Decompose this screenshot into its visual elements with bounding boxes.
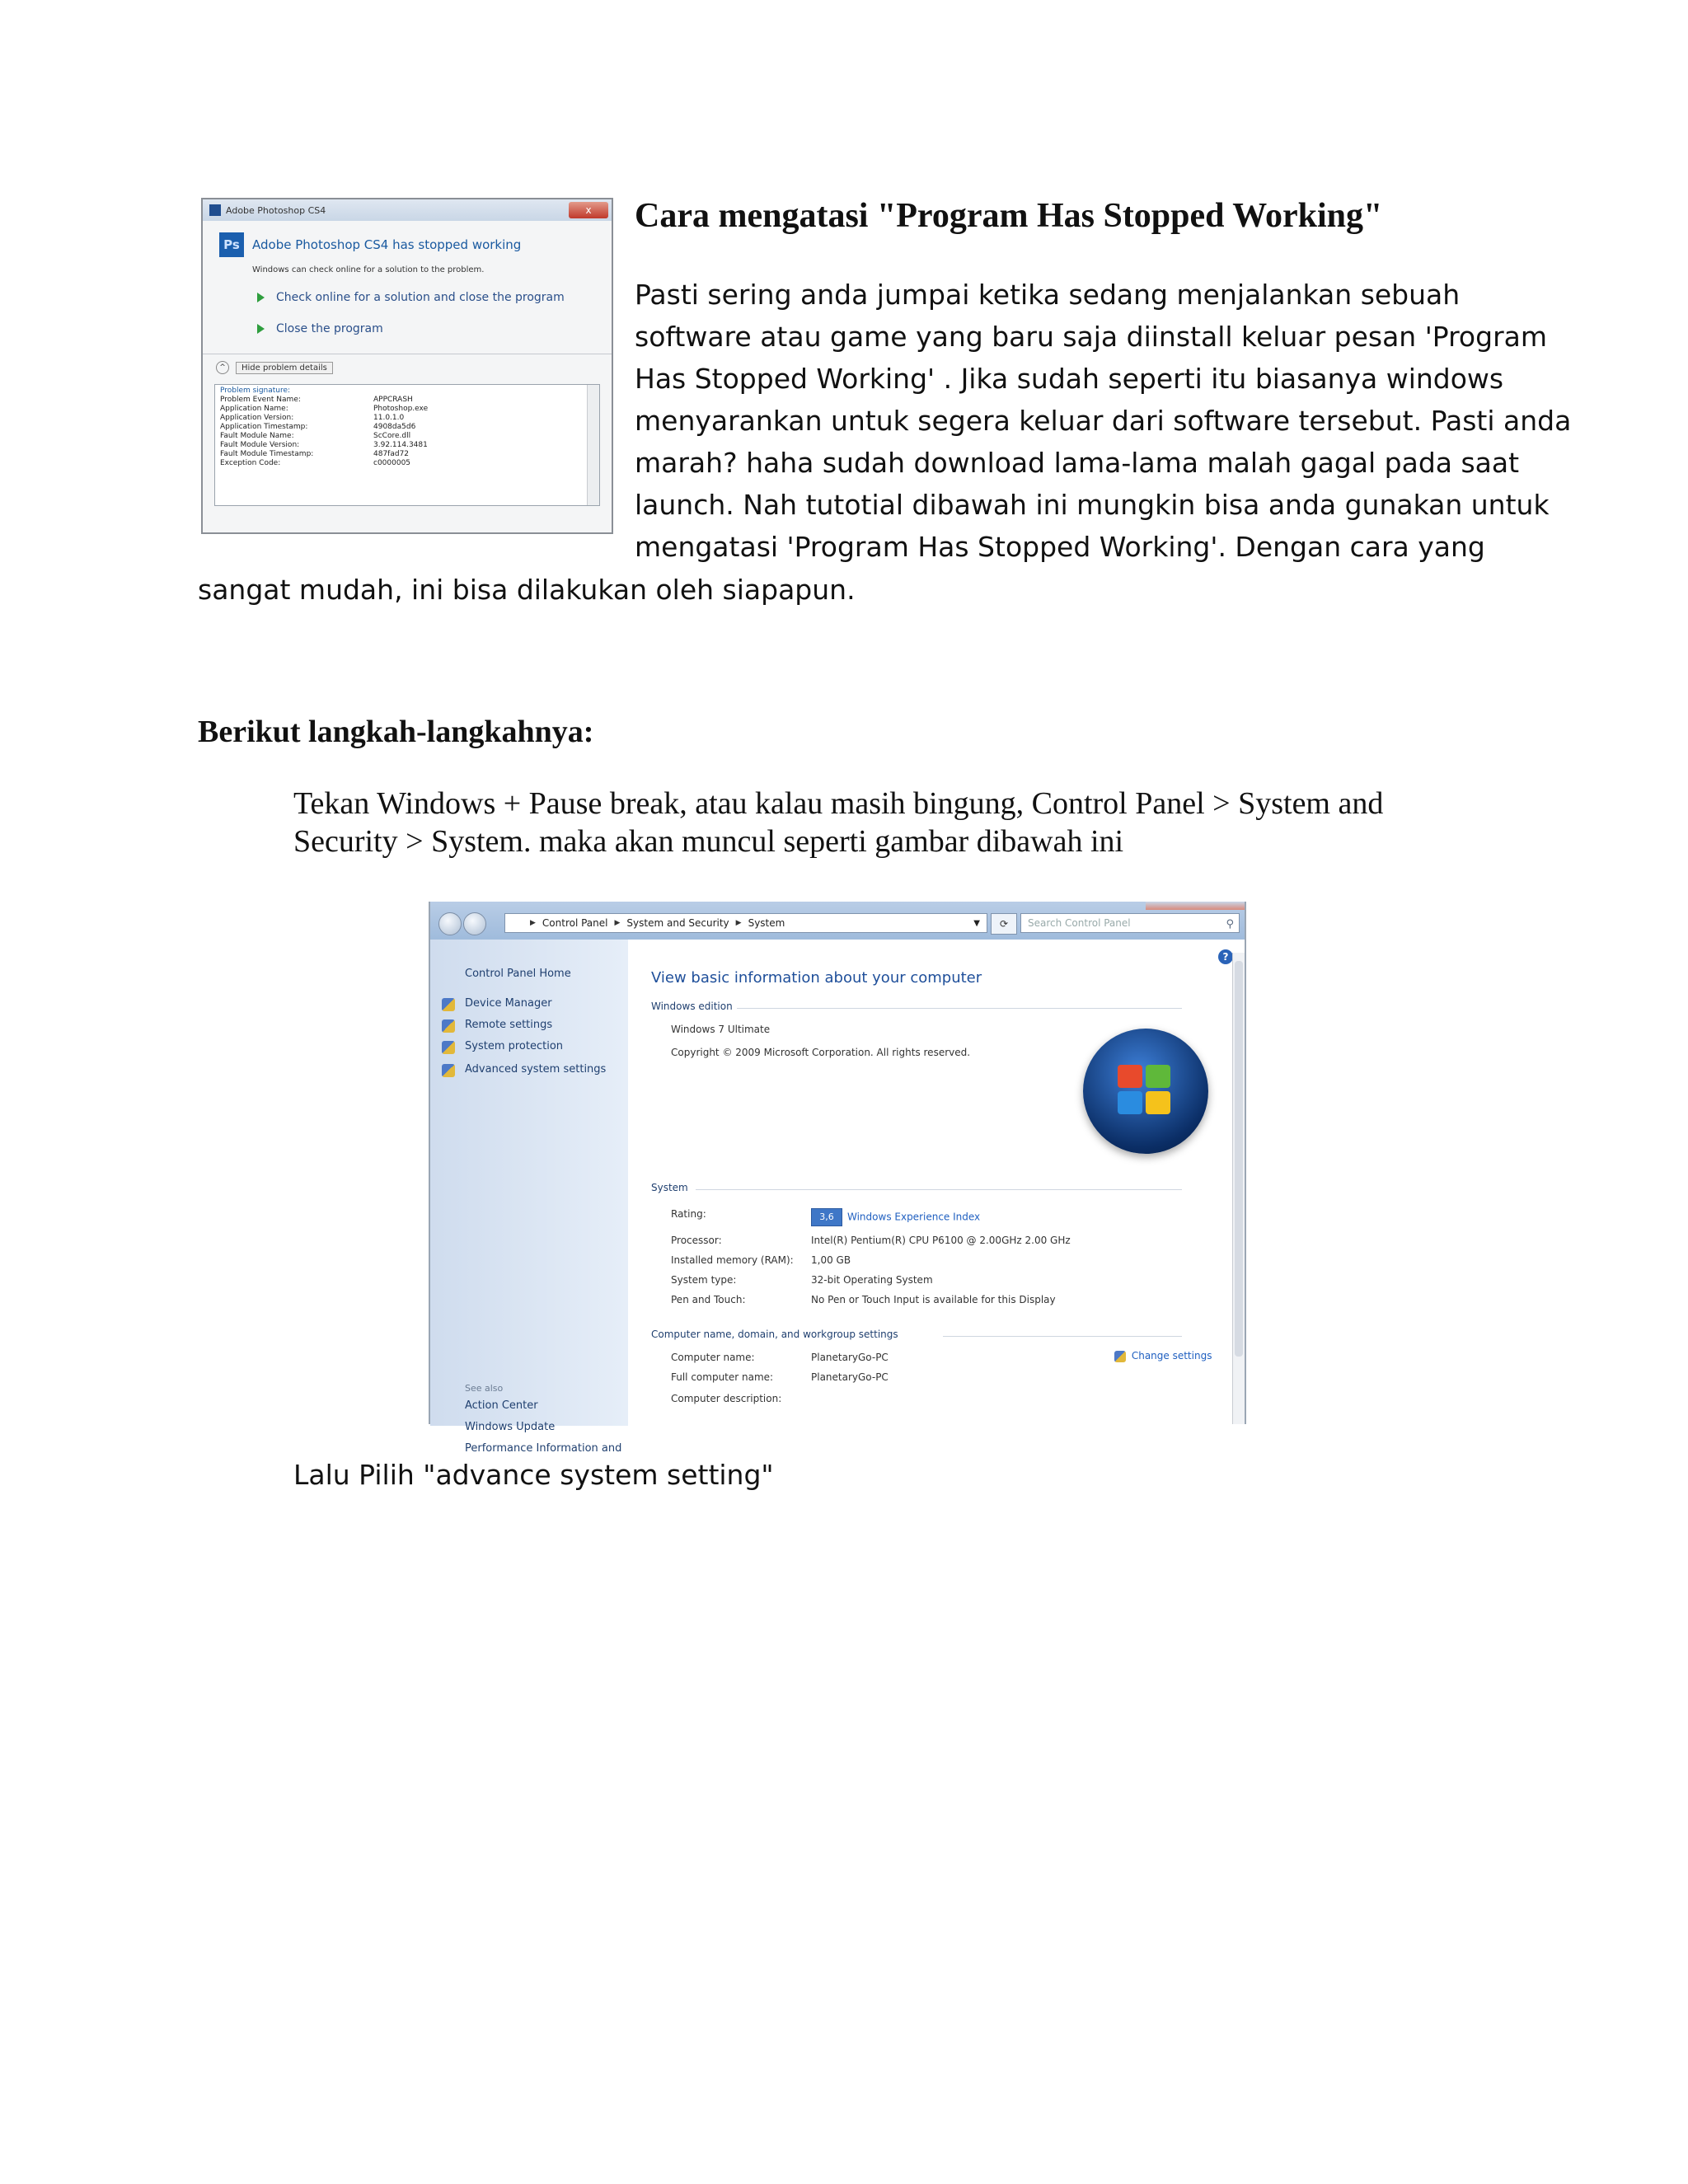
signature-value: 3.92.114.3481 xyxy=(373,441,428,449)
paragraph-line: Has Stopped Working' . Jika sudah seperti itu biasanya windows xyxy=(635,363,1504,395)
chevron-down-icon[interactable]: ▼ xyxy=(973,918,980,928)
change-settings-link[interactable]: Change settings xyxy=(1114,1350,1212,1362)
system-row-label: Processor: xyxy=(671,1235,722,1246)
signature-key: Fault Module Version: xyxy=(220,441,300,449)
refresh-button[interactable]: ⟳ xyxy=(991,913,1017,935)
photoshop-small-icon xyxy=(209,204,221,216)
chevron-up-icon[interactable]: ^ xyxy=(216,361,229,374)
paragraph-line: launch. Nah tutotial dibawah ini mungkin bisa anda gunakan untuk xyxy=(635,489,1550,521)
window-buttons xyxy=(1146,902,1245,910)
paragraph-line: menyarankan untuk segera keluar dari software tersebut. Pasti anda xyxy=(635,405,1572,437)
shield-icon xyxy=(442,998,455,1011)
article-title: Cara mengatasi "Program Has Stopped Working" xyxy=(635,197,1383,235)
signature-row xyxy=(215,423,599,432)
breadcrumb-control-panel[interactable]: Control Panel xyxy=(542,917,608,929)
signature-key: Application Timestamp: xyxy=(220,423,308,431)
close-icon[interactable]: x xyxy=(569,202,608,218)
signature-key: Application Version: xyxy=(220,414,294,422)
breadcrumb-system[interactable]: System xyxy=(748,917,785,929)
error-dialog-screenshot xyxy=(201,198,613,534)
help-icon[interactable]: ? xyxy=(1218,949,1233,964)
signature-value: 11.0.1.0 xyxy=(373,414,405,422)
windows-logo-icon xyxy=(1083,1029,1208,1154)
see-also-link[interactable]: Windows Update xyxy=(465,1421,556,1433)
breadcrumb-system-security[interactable]: System and Security xyxy=(626,917,729,929)
shield-icon xyxy=(442,1064,455,1077)
photoshop-icon: Ps xyxy=(219,232,244,257)
chevron-right-icon: ▶ xyxy=(614,919,621,927)
dialog-heading: Adobe Photoshop CS4 has stopped working xyxy=(252,237,522,252)
copyright-text: Copyright © 2009 Microsoft Corporation. All rights reserved. xyxy=(671,1047,971,1058)
signature-value: c0000005 xyxy=(373,459,411,467)
experience-index-link[interactable]: Windows Experience Index xyxy=(847,1211,981,1223)
paragraph-line: mengatasi 'Program Has Stopped Working'. Dengan cara yang xyxy=(635,531,1485,563)
computer-row-label: Computer name: xyxy=(671,1352,755,1363)
close-program-option[interactable] xyxy=(257,322,612,335)
computer-row-value: PlanetaryGo-PC xyxy=(811,1352,889,1363)
search-icon: ⚲ xyxy=(1226,918,1234,930)
bottom-instruction: Lalu Pilih "advance system setting" xyxy=(293,1459,774,1491)
signature-row xyxy=(215,396,599,405)
system-group: System xyxy=(651,1182,688,1193)
system-row-value[interactable] xyxy=(811,1208,980,1226)
signature-value: Photoshop.exe xyxy=(373,405,429,413)
search-placeholder: Search Control Panel xyxy=(1028,917,1131,929)
dialog-title: Adobe Photoshop CS4 xyxy=(226,204,326,216)
shield-icon xyxy=(442,1019,455,1033)
system-row-label: Rating: xyxy=(671,1208,706,1220)
signature-row xyxy=(215,432,599,441)
check-online-option[interactable] xyxy=(257,291,612,304)
signature-row xyxy=(215,441,599,450)
signature-key: Problem Event Name: xyxy=(220,396,301,404)
system-row-value: 32-bit Operating System xyxy=(811,1274,933,1286)
signature-row xyxy=(215,414,599,423)
hide-details-button[interactable]: Hide problem details xyxy=(236,362,333,374)
rating-badge: 3,6 xyxy=(811,1208,842,1226)
paragraph-line: software atau game yang baru saja diinstall keluar pesan 'Program xyxy=(635,321,1547,353)
green-arrow-icon xyxy=(257,293,265,302)
window-toolbar xyxy=(430,902,1245,940)
computer-name-group: Computer name, domain, and workgroup settings xyxy=(651,1329,898,1340)
system-row-label: System type: xyxy=(671,1274,737,1286)
system-window-screenshot xyxy=(429,902,1246,1455)
sidebar-home-link[interactable]: Control Panel Home xyxy=(465,968,571,980)
paragraph-line: marah? haha sudah download lama-lama malah gagal pada saat xyxy=(635,447,1520,479)
problem-signature-box xyxy=(214,384,600,506)
system-row-value: Intel(R) Pentium(R) CPU P6100 @ 2.00GHz 2.00 GHz xyxy=(811,1235,1071,1246)
signature-value: 4908da5d6 xyxy=(373,423,416,431)
computer-row-value: PlanetaryGo-PC xyxy=(811,1371,889,1383)
signature-key: Fault Module Name: xyxy=(220,432,294,440)
step-line: Security > System. maka akan muncul seperti gambar dibawah ini xyxy=(293,824,1124,859)
intro-paragraph xyxy=(635,274,1571,568)
signature-row xyxy=(215,405,599,414)
sidebar xyxy=(430,940,628,1455)
signature-value: ScCore.dll xyxy=(373,432,411,440)
section-heading: Berikut langkah-langkahnya: xyxy=(198,715,594,749)
shield-icon xyxy=(1114,1351,1126,1362)
dialog-subtext: Windows can check online for a solution to the problem. xyxy=(252,265,485,274)
sidebar-link[interactable]: Device Manager xyxy=(465,997,552,1010)
option-label: Check online for a solution and close the program xyxy=(276,291,565,304)
sidebar-link[interactable]: System protection xyxy=(465,1040,564,1052)
search-input[interactable] xyxy=(1020,913,1240,933)
computer-row-label: Full computer name: xyxy=(671,1371,774,1383)
see-also-link[interactable]: Action Center xyxy=(465,1399,538,1412)
signature-key: Application Name: xyxy=(220,405,288,413)
sidebar-link[interactable]: Advanced system settings xyxy=(465,1063,607,1076)
green-arrow-icon xyxy=(257,324,265,334)
signature-row xyxy=(215,459,599,468)
see-also-label: See also xyxy=(465,1383,504,1394)
windows-edition: Windows 7 Ultimate xyxy=(671,1024,771,1035)
chevron-right-icon: ▶ xyxy=(530,919,536,927)
signature-value: 487fad72 xyxy=(373,450,410,458)
computer-row-label: Computer description: xyxy=(671,1393,782,1404)
forward-button[interactable] xyxy=(463,912,486,935)
step-line: Tekan Windows + Pause break, atau kalau masih bingung, Control Panel > System and xyxy=(293,786,1384,821)
scrollbar[interactable] xyxy=(587,385,599,505)
signature-key: Fault Module Timestamp: xyxy=(220,450,314,458)
system-row-label: Pen and Touch: xyxy=(671,1294,746,1305)
paragraph-last-line: sangat mudah, ini bisa dilakukan oleh siapapun. xyxy=(198,574,856,606)
system-row-value: 1,00 GB xyxy=(811,1254,851,1266)
signature-row xyxy=(215,450,599,459)
page-heading: View basic information about your computer xyxy=(651,969,982,987)
dialog-titlebar xyxy=(203,199,612,221)
signature-key: Exception Code: xyxy=(220,459,281,467)
paragraph-line: Pasti sering anda jumpai ketika sedang menjalankan sebuah xyxy=(635,279,1461,311)
see-also-link[interactable]: Performance Information and xyxy=(465,1442,622,1455)
option-label: Close the program xyxy=(276,322,383,335)
signature-value: APPCRASH xyxy=(373,396,413,404)
sidebar-link[interactable]: Remote settings xyxy=(465,1019,553,1031)
scrollbar[interactable] xyxy=(1232,953,1245,1424)
shield-icon xyxy=(442,1041,455,1054)
system-row-value: No Pen or Touch Input is available for this Display xyxy=(811,1294,1056,1305)
signature-title: Problem signature: xyxy=(220,387,291,395)
address-bar[interactable] xyxy=(504,913,987,933)
system-row-label: Installed memory (RAM): xyxy=(671,1254,794,1266)
windows-edition-group: Windows edition xyxy=(651,1001,733,1012)
back-button[interactable] xyxy=(438,912,462,935)
step-instruction xyxy=(293,785,1383,860)
chevron-right-icon: ▶ xyxy=(735,919,742,927)
